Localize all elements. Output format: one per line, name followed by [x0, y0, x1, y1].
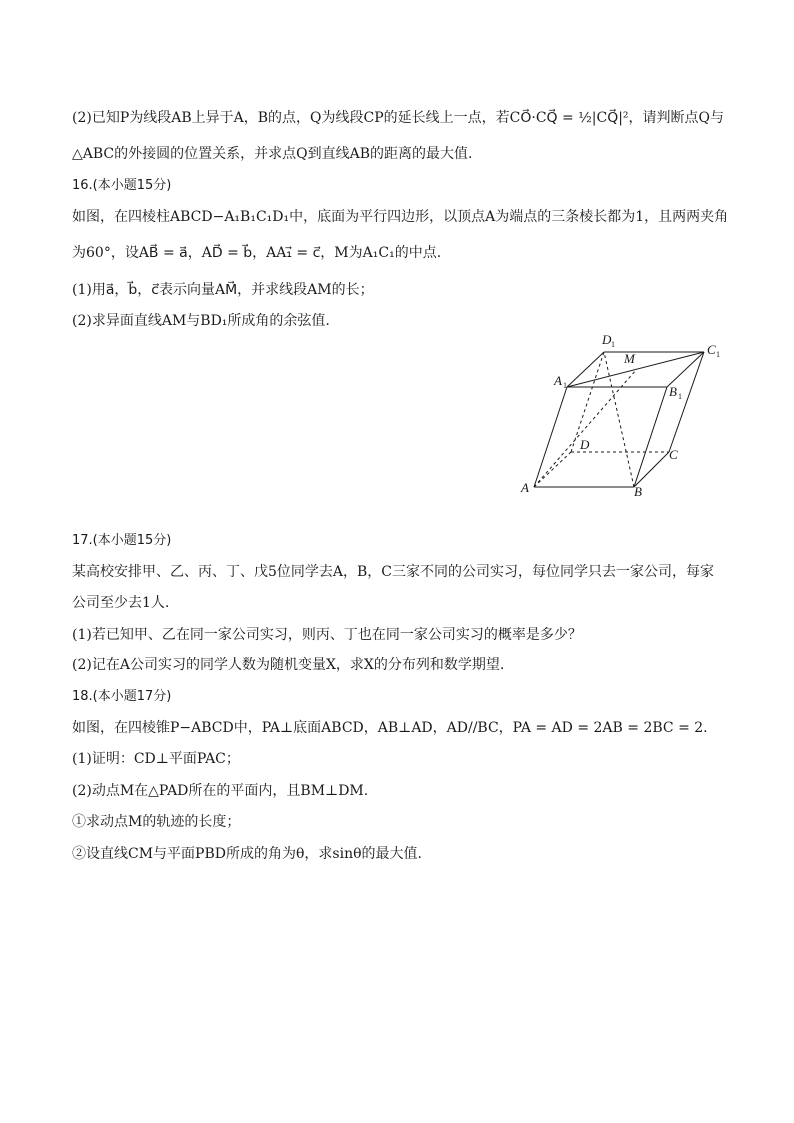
label-A1-sub: 1 — [563, 381, 567, 390]
label-D: D — [580, 437, 590, 452]
l6: (1)用a⃗，b⃗，c⃗表示向量AM⃗，并求线段AM的长； — [72, 282, 374, 298]
l16: (2)动点M在△PAD所在的平面内，且BM⊥DM. — [72, 783, 369, 799]
edge-B1C1 — [667, 352, 704, 387]
l2: △ABC的外接圆的位置关系，并求点Q到直线AB的距离的最大值. — [72, 146, 473, 162]
edge-A1C1 — [567, 352, 704, 387]
label-B1: B — [669, 384, 677, 399]
edge-BD1 — [604, 352, 634, 487]
l12: (2)记在A公司实习的同学人数为随机变量X，求X的分布列和数学期望. — [72, 657, 505, 673]
edge-CC1 — [669, 352, 704, 452]
label-M: M — [624, 351, 635, 366]
l18: ②设直线CM与平面PBD所成的角为θ，求sinθ的最大值. — [72, 846, 422, 862]
l15: (1)证明：CD⊥平面PAC； — [72, 751, 240, 767]
label-D1: D — [602, 332, 612, 347]
l14: 如图，在四棱锥P−ABCD中，PA⊥底面ABCD，AB⊥AD，AD//BC，PA = AD = 2AB = 2BC = 2. — [72, 720, 708, 736]
label-D1-sub: 1 — [611, 340, 615, 349]
label-A1: A — [554, 373, 562, 388]
label-B: B — [634, 484, 642, 499]
edge-AM — [534, 370, 636, 487]
l11: (1)若已知甲、乙在同一家公司实习，则丙、丁也在同一家公司实习的概率是多少？ — [72, 627, 582, 643]
edge-BB1 — [634, 387, 667, 487]
l17: ①求动点M的轨迹的长度； — [72, 814, 241, 830]
label-A: A — [521, 480, 529, 495]
l5: 为60°，设AB⃗ = a⃗，AD⃗ = b⃗，AA₁⃗ = c⃗，M为A₁C₁的中点. — [72, 245, 442, 261]
parallelepiped-figure — [504, 330, 744, 505]
label-C1-sub: 1 — [716, 350, 720, 359]
l13: 18.(本小题17分) — [72, 689, 172, 704]
label-C: C — [669, 447, 678, 462]
l9: 某高校安排甲、乙、丙、丁、戊5位同学去A，B，C三家不同的公司实习，每位同学只去一家公司，每家 — [72, 564, 715, 580]
label-C1: C — [707, 342, 716, 357]
label-B1-sub: 1 — [678, 392, 682, 401]
l7: (2)求异面直线AM与BD₁所成角的余弦值. — [72, 313, 330, 329]
l4: 如图，在四棱柱ABCD−A₁B₁C₁D₁中，底面为平行四边形，以顶点A为端点的三条棱长都为1，且两两夹角 — [72, 209, 729, 225]
l8: 17.(本小题15分) — [72, 533, 172, 548]
l3: 16.(本小题15分) — [72, 178, 172, 193]
edge-AA1 — [534, 387, 567, 487]
l10: 公司至少去1人. — [72, 595, 170, 611]
l1: (2)已知P为线段AB上异于A，B的点，Q为线段CP的延长线上一点，若CO⃗·CQ⃗ = ½|CQ⃗|²，请判断点Q与 — [72, 110, 725, 126]
